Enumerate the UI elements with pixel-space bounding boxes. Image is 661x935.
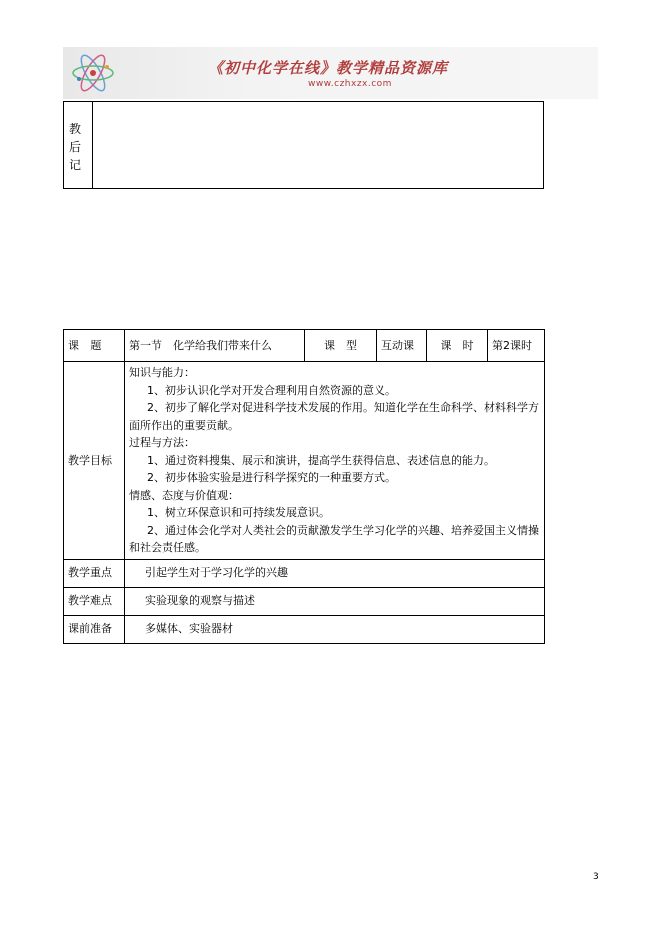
topic-value: 第一节 化学给我们带来什么 [125,330,305,362]
goals-item: 2、初步了解化学对促进科学技术发展的作用。知道化学在生命科学、材料科学方面所作出的重要贡献。 [129,401,539,432]
notes-label-cell [64,102,93,188]
lesson-header-row [64,330,545,362]
notes-label: 教后记 [69,122,82,172]
type-label: 课 型 [305,330,377,362]
goals-section-process: 过程与方法： [129,436,195,449]
goals-item: 2、初步体验实验是进行科学探究的一种重要方式。 [147,471,396,484]
difficulty-label: 教学难点 [64,587,125,615]
post-teaching-notes-table [63,101,544,189]
banner-url: www.czhxzx.com [308,79,392,89]
goals-item: 1、树立环保意识和可持续发展意识。 [147,506,330,519]
goals-section-emotion: 情感、态度与价值观： [129,488,239,502]
goals-item: 1、初步认识化学对开发合理利用自然资源的意义。 [147,383,396,397]
difficulty-value: 实验现象的观察与描述 [125,587,545,615]
header-banner [63,47,598,99]
goals-item: 2、通过体会化学对人类社会的贡献激发学生学习化学的兴趣、培养爱国主义情操和社会责任感。 [129,523,539,554]
goals-row [64,362,545,560]
preparation-value: 多媒体、实验器材 [125,615,545,643]
preparation-label: 课前准备 [64,615,125,643]
hours-label: 课 时 [427,330,488,362]
goals-label: 教学目标 [64,362,125,560]
banner-title: 《初中化学在线》教学精品资源库 [208,59,449,77]
page-number: 3 [593,872,599,882]
difficulty-row [64,587,545,615]
type-value: 互动课 [377,330,427,362]
atom-logo-icon [69,49,117,97]
hours-value: 第2课时 [488,330,545,362]
key-point-label: 教学重点 [64,559,125,587]
lesson-plan-table [63,329,545,644]
key-point-row [64,559,545,587]
goals-content [125,362,545,560]
key-point-value: 引起学生对于学习化学的兴趣 [125,559,545,587]
preparation-row [64,615,545,643]
goals-section-knowledge: 知识与能力： [129,366,195,379]
topic-label: 课 题 [64,330,125,362]
goals-item: 1、通过资料搜集、展示和演讲，提高学生获得信息、表述信息的能力。 [147,453,495,467]
